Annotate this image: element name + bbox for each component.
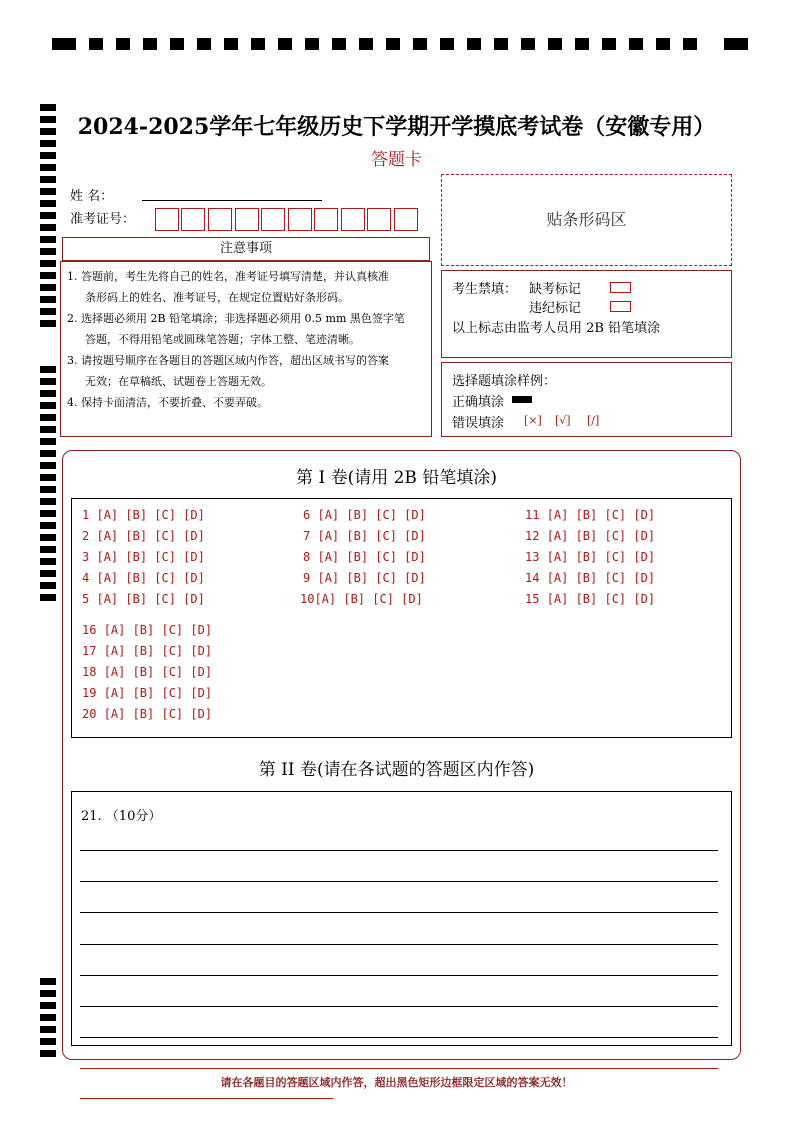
exam-number-label: 准考证号： xyxy=(70,212,136,227)
question-row[interactable]: 8 [A] [B] [C] [D] xyxy=(303,550,426,564)
question-row[interactable]: 18 [A] [B] [C] [D] xyxy=(82,665,213,679)
prohibit-label: 考生禁填： xyxy=(452,282,518,297)
answer-line xyxy=(80,912,718,913)
absent-mark-label: 缺考标记 xyxy=(529,282,582,297)
notice-line: 1. 答题前，考生先将自己的姓名，准考证号填写清楚，并认真核准 xyxy=(67,270,389,283)
absent-mark-box[interactable] xyxy=(610,282,631,293)
question-row[interactable]: 7 [A] [B] [C] [D] xyxy=(303,529,426,543)
question-row[interactable]: 12 [A] [B] [C] [D] xyxy=(525,529,656,543)
page-subtitle: 答题卡 xyxy=(371,150,422,170)
footer-rule-short xyxy=(80,1098,333,1099)
wrong-fill-sample-1: [×] xyxy=(524,414,542,427)
question-row[interactable]: 1 [A] [B] [C] [D] xyxy=(82,508,205,522)
answer-line xyxy=(80,1037,718,1038)
footer-warning: 请在各题目的答题区域内作答，超出黑色矩形边框限定区域的答案无效！ xyxy=(220,1076,573,1089)
wrong-fill-label: 错误填涂 xyxy=(452,416,505,431)
question-row[interactable]: 6 [A] [B] [C] [D] xyxy=(303,508,426,522)
correct-fill-sample xyxy=(512,396,532,403)
barcode-area xyxy=(441,174,732,266)
wrong-fill-sample-3: [/] xyxy=(587,414,600,427)
notice-heading-box xyxy=(62,237,430,261)
violation-mark-label: 违纪标记 xyxy=(529,301,582,316)
notice-box xyxy=(60,261,432,437)
question-row[interactable]: 9 [A] [B] [C] [D] xyxy=(303,571,426,585)
part1-title: 第 I 卷(请用 2B 铅笔填涂) xyxy=(296,468,497,488)
answer-line xyxy=(80,944,718,945)
question-row[interactable]: 5 [A] [B] [C] [D] xyxy=(82,592,205,606)
answer-line xyxy=(80,850,718,851)
barcode-label: 贴条形码区 xyxy=(546,210,627,229)
fill-example-box xyxy=(441,362,732,437)
question-row[interactable]: 10[A] [B] [C] [D] xyxy=(300,592,423,606)
choice-question-box xyxy=(71,498,732,738)
notice-line: 4. 保持卡面清洁，不要折叠、不要弄破。 xyxy=(67,396,268,409)
footer-rule xyxy=(80,1068,718,1069)
question-row[interactable]: 11 [A] [B] [C] [D] xyxy=(525,508,656,522)
answer-line xyxy=(80,881,718,882)
name-field[interactable] xyxy=(142,200,322,201)
wrong-fill-sample-2: [√] xyxy=(555,414,571,427)
question-row[interactable]: 17 [A] [B] [C] [D] xyxy=(82,644,213,658)
q21-label: 21. （10分） xyxy=(81,809,162,824)
correct-fill-label: 正确填涂 xyxy=(452,395,505,410)
page-title: 2024-2025学年七年级历史下学期开学摸底考试卷（安徽专用） xyxy=(77,114,716,140)
question-row[interactable]: 14 [A] [B] [C] [D] xyxy=(525,571,656,585)
q21-answer-box[interactable] xyxy=(71,791,732,1046)
part2-title: 第 II 卷(请在各试题的答题区内作答) xyxy=(258,760,535,780)
timing-marks-top xyxy=(52,38,748,52)
notice-line: 3. 请按题号顺序在各题目的答题区域内作答，超出区域书写的答案 xyxy=(67,354,389,367)
prohibit-box xyxy=(441,270,732,358)
notice-line: 条形码上的姓名、准考证号，在规定位置贴好条形码。 xyxy=(85,291,349,304)
question-row[interactable]: 19 [A] [B] [C] [D] xyxy=(82,686,213,700)
question-row[interactable]: 3 [A] [B] [C] [D] xyxy=(82,550,205,564)
prohibit-note: 以上标志由监考人员用 2B 铅笔填涂 xyxy=(452,321,661,336)
name-label: 姓 名： xyxy=(70,189,114,204)
question-row[interactable]: 2 [A] [B] [C] [D] xyxy=(82,529,205,543)
answer-line xyxy=(80,975,718,976)
question-row[interactable]: 16 [A] [B] [C] [D] xyxy=(82,623,213,637)
question-row[interactable]: 4 [A] [B] [C] [D] xyxy=(82,571,205,585)
question-row[interactable]: 15 [A] [B] [C] [D] xyxy=(525,592,656,606)
notice-heading: 注意事项 xyxy=(219,241,272,256)
exam-number-grid[interactable] xyxy=(155,208,421,232)
notice-line: 答题，不得用铅笔或圆珠笔答题；字体工整、笔迹清晰。 xyxy=(85,333,360,346)
fill-example-title: 选择题填涂样例： xyxy=(452,374,557,389)
violation-mark-box[interactable] xyxy=(610,301,631,312)
question-row[interactable]: 20 [A] [B] [C] [D] xyxy=(82,707,213,721)
answer-line xyxy=(80,1006,718,1007)
question-row[interactable]: 13 [A] [B] [C] [D] xyxy=(525,550,656,564)
notice-line: 2. 选择题必须用 2B 铅笔填涂；非选择题必须用 0.5 mm 黑色签字笔 xyxy=(67,312,405,325)
notice-line: 无效；在草稿纸、试题卷上答题无效。 xyxy=(85,375,272,388)
